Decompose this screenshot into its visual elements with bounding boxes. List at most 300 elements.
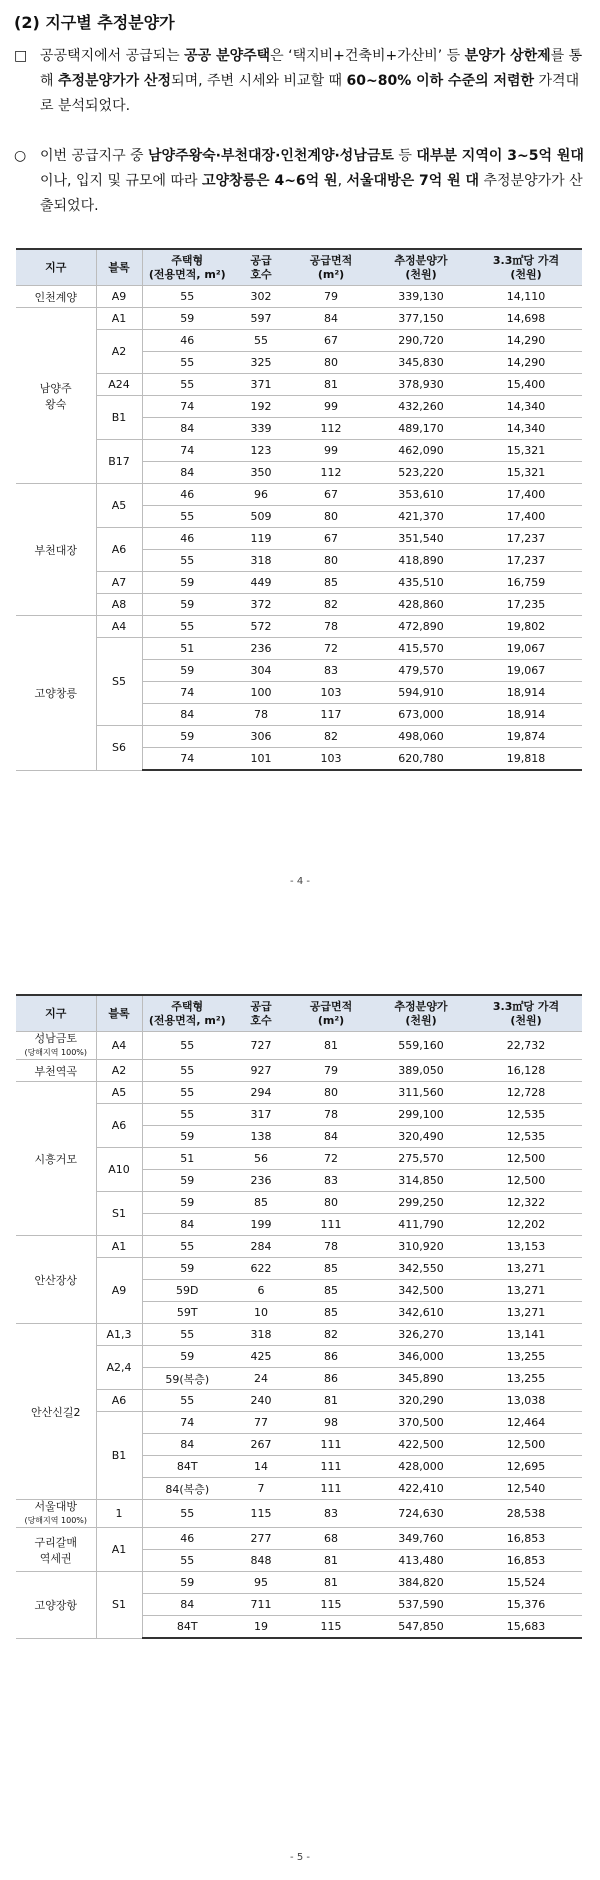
cell-area: 85 bbox=[290, 1258, 372, 1280]
cell-per: 14,698 bbox=[470, 308, 582, 330]
cell-type: 55 bbox=[142, 1060, 232, 1082]
cell-area: 81 bbox=[290, 1032, 372, 1060]
cell-units: 6 bbox=[232, 1280, 290, 1302]
cell-price: 342,500 bbox=[372, 1280, 470, 1302]
cell-type: 46 bbox=[142, 528, 232, 550]
cell-price: 428,860 bbox=[372, 594, 470, 616]
cell-price: 299,250 bbox=[372, 1192, 470, 1214]
cell-type: 55 bbox=[142, 1390, 232, 1412]
cell-district: 안산장상 bbox=[16, 1236, 96, 1324]
cell-district: 서울대방 (당해지역 100%) bbox=[16, 1500, 96, 1528]
cell-block: B1 bbox=[96, 1412, 142, 1500]
cell-area: 68 bbox=[290, 1528, 372, 1550]
cell-price: 724,630 bbox=[372, 1500, 470, 1528]
cell-type: 59 bbox=[142, 660, 232, 682]
cell-per: 19,802 bbox=[470, 616, 582, 638]
table-row bbox=[16, 1324, 582, 1346]
cell-type: 74 bbox=[142, 396, 232, 418]
cell-units: 727 bbox=[232, 1032, 290, 1060]
cell-per: 12,500 bbox=[470, 1434, 582, 1456]
cell-units: 199 bbox=[232, 1214, 290, 1236]
cell-price: 428,000 bbox=[372, 1456, 470, 1478]
cell-per: 19,818 bbox=[470, 748, 582, 771]
cell-area: 72 bbox=[290, 1148, 372, 1170]
cell-type: 55 bbox=[142, 1500, 232, 1528]
cell-price: 310,920 bbox=[372, 1236, 470, 1258]
cell-type: 55 bbox=[142, 550, 232, 572]
cell-price: 345,890 bbox=[372, 1368, 470, 1390]
cell-type: 84 bbox=[142, 1434, 232, 1456]
table-row bbox=[16, 484, 582, 506]
header-block: 블록 bbox=[96, 995, 142, 1032]
cell-type: 51 bbox=[142, 638, 232, 660]
cell-type: 74 bbox=[142, 1412, 232, 1434]
header-area: 공급면적 (m²) bbox=[290, 995, 372, 1032]
cell-units: 78 bbox=[232, 704, 290, 726]
table-row bbox=[16, 374, 582, 396]
cell-type: 84 bbox=[142, 462, 232, 484]
cell-price: 594,910 bbox=[372, 682, 470, 704]
cell-area: 78 bbox=[290, 616, 372, 638]
cell-per: 13,255 bbox=[470, 1368, 582, 1390]
cell-type: 55 bbox=[142, 374, 232, 396]
cell-block: S5 bbox=[96, 638, 142, 726]
cell-district: 부천역곡 bbox=[16, 1060, 96, 1082]
cell-units: 711 bbox=[232, 1594, 290, 1616]
cell-area: 82 bbox=[290, 726, 372, 748]
cell-area: 86 bbox=[290, 1346, 372, 1368]
header-units: 공급 호수 bbox=[232, 249, 290, 286]
cell-per: 13,255 bbox=[470, 1346, 582, 1368]
cell-district: 구리갈매 역세권 bbox=[16, 1528, 96, 1572]
cell-units: 115 bbox=[232, 1500, 290, 1528]
cell-per: 18,914 bbox=[470, 704, 582, 726]
cell-type: 84(복층) bbox=[142, 1478, 232, 1500]
table-row bbox=[16, 1528, 582, 1550]
cell-per: 12,728 bbox=[470, 1082, 582, 1104]
cell-area: 84 bbox=[290, 308, 372, 330]
cell-area: 81 bbox=[290, 1572, 372, 1594]
cell-area: 79 bbox=[290, 1060, 372, 1082]
cell-units: 277 bbox=[232, 1528, 290, 1550]
cell-area: 83 bbox=[290, 1170, 372, 1192]
cell-price: 422,500 bbox=[372, 1434, 470, 1456]
cell-block: A5 bbox=[96, 484, 142, 528]
table-row bbox=[16, 1032, 582, 1060]
cell-type: 74 bbox=[142, 748, 232, 771]
cell-area: 67 bbox=[290, 330, 372, 352]
cell-area: 83 bbox=[290, 660, 372, 682]
cell-block: A6 bbox=[96, 1390, 142, 1412]
cell-price: 339,130 bbox=[372, 286, 470, 308]
cell-price: 384,820 bbox=[372, 1572, 470, 1594]
cell-per: 18,914 bbox=[470, 682, 582, 704]
cell-price: 351,540 bbox=[372, 528, 470, 550]
cell-price: 620,780 bbox=[372, 748, 470, 771]
cell-area: 112 bbox=[290, 418, 372, 440]
cell-per: 12,500 bbox=[470, 1148, 582, 1170]
cell-price: 462,090 bbox=[372, 440, 470, 462]
cell-district: 성남금토 (당해지역 100%) bbox=[16, 1032, 96, 1060]
cell-block: B17 bbox=[96, 440, 142, 484]
cell-units: 848 bbox=[232, 1550, 290, 1572]
cell-area: 78 bbox=[290, 1236, 372, 1258]
table-row bbox=[16, 1412, 582, 1434]
cell-price: 415,570 bbox=[372, 638, 470, 660]
cell-area: 86 bbox=[290, 1368, 372, 1390]
cell-per: 17,235 bbox=[470, 594, 582, 616]
cell-units: 7 bbox=[232, 1478, 290, 1500]
price-table-page5 bbox=[16, 994, 582, 1639]
cell-per: 12,540 bbox=[470, 1478, 582, 1500]
cell-units: 306 bbox=[232, 726, 290, 748]
cell-area: 80 bbox=[290, 1082, 372, 1104]
cell-type: 59 bbox=[142, 726, 232, 748]
cell-area: 78 bbox=[290, 1104, 372, 1126]
cell-type: 59T bbox=[142, 1302, 232, 1324]
cell-area: 82 bbox=[290, 1324, 372, 1346]
cell-price: 346,000 bbox=[372, 1346, 470, 1368]
cell-type: 59 bbox=[142, 1170, 232, 1192]
cell-area: 111 bbox=[290, 1214, 372, 1236]
cell-per: 17,400 bbox=[470, 484, 582, 506]
cell-block: A10 bbox=[96, 1148, 142, 1192]
cell-per: 15,524 bbox=[470, 1572, 582, 1594]
cell-area: 81 bbox=[290, 1390, 372, 1412]
cell-price: 349,760 bbox=[372, 1528, 470, 1550]
cell-per: 22,732 bbox=[470, 1032, 582, 1060]
cell-units: 325 bbox=[232, 352, 290, 374]
cell-units: 294 bbox=[232, 1082, 290, 1104]
cell-block: A2 bbox=[96, 1060, 142, 1082]
table-row bbox=[16, 1346, 582, 1368]
cell-block: A1,3 bbox=[96, 1324, 142, 1346]
cell-units: 371 bbox=[232, 374, 290, 396]
cell-type: 55 bbox=[142, 616, 232, 638]
cell-units: 318 bbox=[232, 550, 290, 572]
cell-per: 12,695 bbox=[470, 1456, 582, 1478]
cell-area: 85 bbox=[290, 572, 372, 594]
cell-area: 72 bbox=[290, 638, 372, 660]
header-type: 주택형 (전용면적, m²) bbox=[142, 995, 232, 1032]
cell-units: 85 bbox=[232, 1192, 290, 1214]
cell-units: 317 bbox=[232, 1104, 290, 1126]
cell-per: 19,874 bbox=[470, 726, 582, 748]
cell-units: 56 bbox=[232, 1148, 290, 1170]
cell-units: 77 bbox=[232, 1412, 290, 1434]
table-row bbox=[16, 1236, 582, 1258]
cell-price: 489,170 bbox=[372, 418, 470, 440]
cell-type: 59 bbox=[142, 1126, 232, 1148]
cell-price: 314,850 bbox=[372, 1170, 470, 1192]
cell-block: S1 bbox=[96, 1572, 142, 1639]
table-row bbox=[16, 638, 582, 660]
cell-district: 안산신길2 bbox=[16, 1324, 96, 1500]
cell-type: 84 bbox=[142, 1594, 232, 1616]
cell-units: 24 bbox=[232, 1368, 290, 1390]
cell-units: 372 bbox=[232, 594, 290, 616]
cell-district: 부천대장 bbox=[16, 484, 96, 616]
circle-bullet-icon: ○ bbox=[14, 148, 27, 164]
cell-price: 547,850 bbox=[372, 1616, 470, 1639]
cell-per: 14,290 bbox=[470, 330, 582, 352]
cell-price: 353,610 bbox=[372, 484, 470, 506]
cell-area: 103 bbox=[290, 682, 372, 704]
cell-price: 418,890 bbox=[372, 550, 470, 572]
header-per: 3.3㎡당 가격 (천원) bbox=[470, 249, 582, 286]
cell-per: 12,202 bbox=[470, 1214, 582, 1236]
cell-area: 111 bbox=[290, 1456, 372, 1478]
cell-type: 59 bbox=[142, 594, 232, 616]
cell-units: 119 bbox=[232, 528, 290, 550]
cell-per: 12,535 bbox=[470, 1104, 582, 1126]
cell-units: 597 bbox=[232, 308, 290, 330]
cell-district: 시흥거모 bbox=[16, 1082, 96, 1236]
cell-block: A1 bbox=[96, 308, 142, 330]
cell-price: 326,270 bbox=[372, 1324, 470, 1346]
cell-type: 55 bbox=[142, 1104, 232, 1126]
cell-type: 46 bbox=[142, 484, 232, 506]
cell-units: 284 bbox=[232, 1236, 290, 1258]
cell-units: 236 bbox=[232, 638, 290, 660]
cell-price: 498,060 bbox=[372, 726, 470, 748]
table-row bbox=[16, 1104, 582, 1126]
cell-type: 55 bbox=[142, 1032, 232, 1060]
cell-district: 남양주 왕숙 bbox=[16, 308, 96, 484]
cell-units: 95 bbox=[232, 1572, 290, 1594]
cell-units: 318 bbox=[232, 1324, 290, 1346]
cell-price: 435,510 bbox=[372, 572, 470, 594]
header-area: 공급면적 (m²) bbox=[290, 249, 372, 286]
table-row bbox=[16, 528, 582, 550]
cell-units: 927 bbox=[232, 1060, 290, 1082]
header-district: 지구 bbox=[16, 995, 96, 1032]
cell-block: A1 bbox=[96, 1236, 142, 1258]
cell-block: A5 bbox=[96, 1082, 142, 1104]
cell-per: 12,464 bbox=[470, 1412, 582, 1434]
cell-type: 84 bbox=[142, 1214, 232, 1236]
cell-type: 51 bbox=[142, 1148, 232, 1170]
cell-type: 55 bbox=[142, 352, 232, 374]
cell-area: 111 bbox=[290, 1434, 372, 1456]
cell-per: 14,340 bbox=[470, 418, 582, 440]
table-row bbox=[16, 1500, 582, 1528]
cell-area: 84 bbox=[290, 1126, 372, 1148]
cell-block: S1 bbox=[96, 1192, 142, 1236]
cell-per: 15,376 bbox=[470, 1594, 582, 1616]
paragraph-supply-overview: □ 공공택지에서 공급되는 공공 분양주택은 ‘택지비+건축비+가산비’ 등 분양가 상한제를 통해 추정분양가가 산정되며, 주변 시세와 비교할 때 60~80% 이하 수준의 저렴한 가격대로 분석되었다. bbox=[14, 44, 586, 119]
table-row bbox=[16, 1390, 582, 1412]
cell-units: 138 bbox=[232, 1126, 290, 1148]
cell-price: 523,220 bbox=[372, 462, 470, 484]
cell-block: S6 bbox=[96, 726, 142, 771]
price-table-page4 bbox=[16, 248, 582, 771]
cell-price: 432,260 bbox=[372, 396, 470, 418]
cell-district: 고양창릉 bbox=[16, 616, 96, 771]
cell-area: 112 bbox=[290, 462, 372, 484]
cell-block: A6 bbox=[96, 1104, 142, 1148]
table-row bbox=[16, 616, 582, 638]
cell-type: 59 bbox=[142, 1192, 232, 1214]
cell-price: 559,160 bbox=[372, 1032, 470, 1060]
cell-price: 299,100 bbox=[372, 1104, 470, 1126]
cell-block: A6 bbox=[96, 528, 142, 572]
cell-price: 537,590 bbox=[372, 1594, 470, 1616]
cell-area: 99 bbox=[290, 396, 372, 418]
cell-per: 16,853 bbox=[470, 1528, 582, 1550]
cell-price: 378,930 bbox=[372, 374, 470, 396]
cell-units: 101 bbox=[232, 748, 290, 771]
cell-block: A9 bbox=[96, 286, 142, 308]
cell-price: 377,150 bbox=[372, 308, 470, 330]
cell-units: 14 bbox=[232, 1456, 290, 1478]
cell-price: 472,890 bbox=[372, 616, 470, 638]
cell-per: 14,340 bbox=[470, 396, 582, 418]
cell-units: 350 bbox=[232, 462, 290, 484]
square-bullet-icon: □ bbox=[14, 48, 28, 64]
cell-area: 117 bbox=[290, 704, 372, 726]
cell-type: 59(복층) bbox=[142, 1368, 232, 1390]
header-per: 3.3㎡당 가격 (천원) bbox=[470, 995, 582, 1032]
cell-per: 15,321 bbox=[470, 462, 582, 484]
cell-area: 98 bbox=[290, 1412, 372, 1434]
cell-units: 192 bbox=[232, 396, 290, 418]
cell-type: 74 bbox=[142, 440, 232, 462]
cell-units: 572 bbox=[232, 616, 290, 638]
cell-per: 13,141 bbox=[470, 1324, 582, 1346]
cell-type: 59 bbox=[142, 572, 232, 594]
cell-block: 1 bbox=[96, 1500, 142, 1528]
cell-price: 370,500 bbox=[372, 1412, 470, 1434]
cell-area: 80 bbox=[290, 506, 372, 528]
cell-area: 85 bbox=[290, 1302, 372, 1324]
cell-units: 509 bbox=[232, 506, 290, 528]
cell-price: 413,480 bbox=[372, 1550, 470, 1572]
cell-price: 422,410 bbox=[372, 1478, 470, 1500]
table-row bbox=[16, 726, 582, 748]
cell-units: 339 bbox=[232, 418, 290, 440]
cell-area: 79 bbox=[290, 286, 372, 308]
table-row bbox=[16, 572, 582, 594]
cell-per: 12,322 bbox=[470, 1192, 582, 1214]
cell-area: 81 bbox=[290, 1550, 372, 1572]
cell-units: 55 bbox=[232, 330, 290, 352]
cell-per: 15,400 bbox=[470, 374, 582, 396]
cell-type: 55 bbox=[142, 1082, 232, 1104]
cell-type: 59 bbox=[142, 308, 232, 330]
cell-block: A1 bbox=[96, 1528, 142, 1572]
cell-type: 46 bbox=[142, 1528, 232, 1550]
cell-units: 622 bbox=[232, 1258, 290, 1280]
cell-per: 16,853 bbox=[470, 1550, 582, 1572]
cell-per: 14,110 bbox=[470, 286, 582, 308]
cell-price: 673,000 bbox=[372, 704, 470, 726]
cell-block: B1 bbox=[96, 396, 142, 440]
table-row bbox=[16, 594, 582, 616]
table-row bbox=[16, 1082, 582, 1104]
cell-units: 96 bbox=[232, 484, 290, 506]
table-row bbox=[16, 1258, 582, 1280]
page-number: - 4 - bbox=[290, 876, 310, 887]
paragraph-price-range: ○ 이번 공급지구 중 남양주왕숙·부천대장·인천계양·성남금토 등 대부분 지역이 3~5억 원대이나, 입지 및 규모에 따라 고양창릉은 4~6억 원, 서울대방은 7억 원 대 추정분양가가 산출되었다. bbox=[14, 144, 586, 219]
header-district: 지구 bbox=[16, 249, 96, 286]
header-price: 추정분양가 (천원) bbox=[372, 249, 470, 286]
cell-block: A9 bbox=[96, 1258, 142, 1324]
cell-per: 28,538 bbox=[470, 1500, 582, 1528]
cell-type: 55 bbox=[142, 286, 232, 308]
table-row bbox=[16, 1060, 582, 1082]
header-units: 공급 호수 bbox=[232, 995, 290, 1032]
cell-type: 84T bbox=[142, 1456, 232, 1478]
cell-district: 고양장항 bbox=[16, 1572, 96, 1639]
cell-per: 17,400 bbox=[470, 506, 582, 528]
cell-units: 449 bbox=[232, 572, 290, 594]
page-number: - 5 - bbox=[290, 1852, 310, 1863]
cell-block: A24 bbox=[96, 374, 142, 396]
cell-per: 13,038 bbox=[470, 1390, 582, 1412]
table-row bbox=[16, 308, 582, 330]
cell-price: 479,570 bbox=[372, 660, 470, 682]
cell-price: 311,560 bbox=[372, 1082, 470, 1104]
cell-units: 425 bbox=[232, 1346, 290, 1368]
cell-block: A4 bbox=[96, 616, 142, 638]
cell-type: 74 bbox=[142, 682, 232, 704]
cell-per: 14,290 bbox=[470, 352, 582, 374]
cell-units: 123 bbox=[232, 440, 290, 462]
cell-per: 15,683 bbox=[470, 1616, 582, 1639]
cell-per: 15,321 bbox=[470, 440, 582, 462]
cell-area: 80 bbox=[290, 1192, 372, 1214]
cell-type: 59 bbox=[142, 1258, 232, 1280]
cell-price: 320,490 bbox=[372, 1126, 470, 1148]
cell-per: 12,535 bbox=[470, 1126, 582, 1148]
cell-units: 19 bbox=[232, 1616, 290, 1639]
cell-units: 302 bbox=[232, 286, 290, 308]
cell-type: 55 bbox=[142, 1236, 232, 1258]
cell-per: 19,067 bbox=[470, 638, 582, 660]
cell-type: 84 bbox=[142, 418, 232, 440]
cell-price: 389,050 bbox=[372, 1060, 470, 1082]
cell-per: 16,128 bbox=[470, 1060, 582, 1082]
cell-block: A2 bbox=[96, 330, 142, 374]
cell-per: 13,271 bbox=[470, 1302, 582, 1324]
cell-per: 12,500 bbox=[470, 1170, 582, 1192]
cell-price: 342,550 bbox=[372, 1258, 470, 1280]
cell-price: 421,370 bbox=[372, 506, 470, 528]
cell-type: 84 bbox=[142, 704, 232, 726]
table-row bbox=[16, 396, 582, 418]
cell-area: 80 bbox=[290, 352, 372, 374]
table-row bbox=[16, 330, 582, 352]
cell-block: A7 bbox=[96, 572, 142, 594]
cell-area: 82 bbox=[290, 594, 372, 616]
cell-per: 17,237 bbox=[470, 528, 582, 550]
cell-block: A8 bbox=[96, 594, 142, 616]
cell-units: 240 bbox=[232, 1390, 290, 1412]
header-type: 주택형 (전용면적, m²) bbox=[142, 249, 232, 286]
cell-price: 345,830 bbox=[372, 352, 470, 374]
cell-price: 342,610 bbox=[372, 1302, 470, 1324]
cell-per: 13,271 bbox=[470, 1258, 582, 1280]
cell-type: 55 bbox=[142, 1550, 232, 1572]
cell-type: 59D bbox=[142, 1280, 232, 1302]
cell-area: 111 bbox=[290, 1478, 372, 1500]
cell-area: 115 bbox=[290, 1594, 372, 1616]
cell-units: 267 bbox=[232, 1434, 290, 1456]
cell-area: 85 bbox=[290, 1280, 372, 1302]
cell-type: 59 bbox=[142, 1572, 232, 1594]
cell-per: 16,759 bbox=[470, 572, 582, 594]
